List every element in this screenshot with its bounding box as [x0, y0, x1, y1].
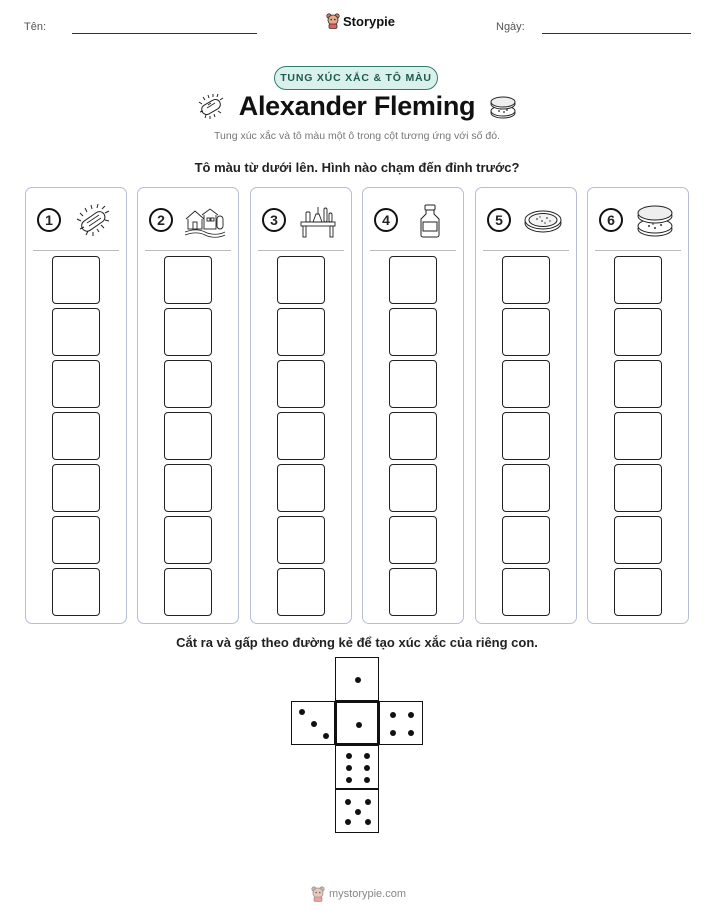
name-line[interactable] — [72, 33, 257, 34]
column-header — [486, 204, 568, 238]
coloring-cell[interactable] — [277, 256, 325, 304]
coloring-cell[interactable] — [502, 516, 550, 564]
coloring-cell[interactable] — [389, 464, 437, 512]
footer-url[interactable]: mystorypie.com — [329, 888, 407, 900]
coloring-cell[interactable] — [277, 516, 325, 564]
die-face — [291, 701, 335, 745]
column-header — [261, 204, 343, 238]
die-pip — [390, 712, 396, 718]
coloring-cell[interactable] — [502, 308, 550, 356]
die-pip — [299, 709, 305, 715]
coloring-cell[interactable] — [164, 412, 212, 460]
die-pip — [390, 730, 396, 736]
coloring-cell[interactable] — [389, 256, 437, 304]
coloring-cell[interactable] — [277, 360, 325, 408]
coloring-cell[interactable] — [614, 464, 662, 512]
coloring-cell[interactable] — [52, 308, 100, 356]
coloring-cell[interactable] — [614, 412, 662, 460]
coloring-cell[interactable] — [614, 516, 662, 564]
column-header — [36, 204, 118, 238]
column-header — [148, 204, 230, 238]
brand-name: Storypie — [343, 13, 396, 29]
date-label: Ngày: — [496, 21, 525, 33]
die-face — [335, 657, 379, 701]
column-divider — [33, 250, 119, 251]
coloring-cell[interactable] — [52, 568, 100, 616]
coloring-cell[interactable] — [52, 412, 100, 460]
column-number: 2 — [149, 208, 173, 232]
coloring-cell[interactable] — [389, 412, 437, 460]
medicine-bottle-icon — [409, 204, 451, 243]
bacteria-icon — [72, 204, 114, 243]
brand-logo — [326, 13, 395, 29]
column-number: 3 — [262, 208, 286, 232]
coloring-cell[interactable] — [52, 516, 100, 564]
dice-column-6 — [587, 187, 689, 624]
die-pip — [346, 765, 352, 771]
petri-dish-icon — [522, 204, 564, 243]
dice-column-2 — [137, 187, 239, 624]
die-pip — [408, 730, 414, 736]
column-divider — [483, 250, 569, 251]
dice-column-3 — [250, 187, 352, 624]
die-pip — [364, 753, 370, 759]
column-number: 4 — [374, 208, 398, 232]
die-pip — [355, 677, 361, 683]
instruction-bottom: Cắt ra và gấp theo đường kẻ để tạo xúc xắc của riêng con. — [176, 635, 538, 650]
coloring-cell[interactable] — [277, 464, 325, 512]
die-pip — [346, 753, 352, 759]
coloring-cell[interactable] — [389, 308, 437, 356]
die-face — [335, 701, 379, 745]
column-header — [373, 204, 455, 238]
die-pip — [345, 799, 351, 805]
die-pip — [356, 722, 362, 728]
coloring-cell[interactable] — [502, 256, 550, 304]
die-pip — [365, 819, 371, 825]
column-divider — [595, 250, 681, 251]
open-petri-dish-icon — [488, 95, 518, 121]
coloring-cell[interactable] — [52, 360, 100, 408]
coloring-cell[interactable] — [164, 568, 212, 616]
column-number: 5 — [487, 208, 511, 232]
column-divider — [258, 250, 344, 251]
coloring-cell[interactable] — [277, 308, 325, 356]
coloring-cell[interactable] — [502, 568, 550, 616]
coloring-cell[interactable] — [52, 464, 100, 512]
coloring-cell[interactable] — [502, 360, 550, 408]
coloring-cell[interactable] — [389, 360, 437, 408]
die-pip — [323, 733, 329, 739]
die-pip — [345, 819, 351, 825]
column-divider — [370, 250, 456, 251]
coloring-cell[interactable] — [389, 516, 437, 564]
farm-icon — [184, 204, 226, 243]
coloring-cell[interactable] — [614, 360, 662, 408]
coloring-cell[interactable] — [164, 464, 212, 512]
name-label: Tên: — [24, 21, 47, 33]
column-number: 6 — [599, 208, 623, 232]
coloring-cell[interactable] — [164, 256, 212, 304]
open-petri-dish-icon — [634, 204, 676, 243]
dice-column-5 — [475, 187, 577, 624]
coloring-cell[interactable] — [164, 308, 212, 356]
coloring-cell[interactable] — [164, 516, 212, 564]
die-pip — [364, 765, 370, 771]
coloring-cell[interactable] — [614, 256, 662, 304]
column-number: 1 — [37, 208, 61, 232]
coloring-cell[interactable] — [502, 412, 550, 460]
coloring-cell[interactable] — [52, 256, 100, 304]
coloring-cell[interactable] — [277, 568, 325, 616]
coloring-cell[interactable] — [614, 308, 662, 356]
die-pip — [365, 799, 371, 805]
column-header — [598, 204, 680, 238]
dice-column-4 — [362, 187, 464, 624]
die-pip — [311, 721, 317, 727]
column-divider — [145, 250, 231, 251]
coloring-cell[interactable] — [277, 412, 325, 460]
die-face — [379, 701, 423, 745]
coloring-cell[interactable] — [389, 568, 437, 616]
activity-tag: TUNG XÚC XẮC & TÔ MÀU — [274, 66, 438, 90]
dice-column-1 — [25, 187, 127, 624]
lab-bench-icon — [297, 204, 339, 243]
die-pip — [364, 777, 370, 783]
coloring-cell[interactable] — [164, 360, 212, 408]
instruction-top: Tô màu từ dưới lên. Hình nào chạm đến đỉnh trước? — [194, 160, 520, 175]
coloring-cell[interactable] — [614, 568, 662, 616]
coloring-cell[interactable] — [502, 464, 550, 512]
die-face — [335, 789, 379, 833]
date-line[interactable] — [542, 33, 691, 34]
die-face — [335, 745, 379, 789]
footer — [311, 886, 406, 902]
bear-icon — [311, 886, 325, 902]
die-pip — [355, 809, 361, 815]
die-pip — [408, 712, 414, 718]
page-title: Alexander Fleming — [238, 91, 476, 121]
die-pip — [346, 777, 352, 783]
page-subtitle: Tung xúc xắc và tô màu một ô trong cột tương ứng với số đó. — [214, 130, 500, 142]
bear-icon — [326, 13, 340, 29]
